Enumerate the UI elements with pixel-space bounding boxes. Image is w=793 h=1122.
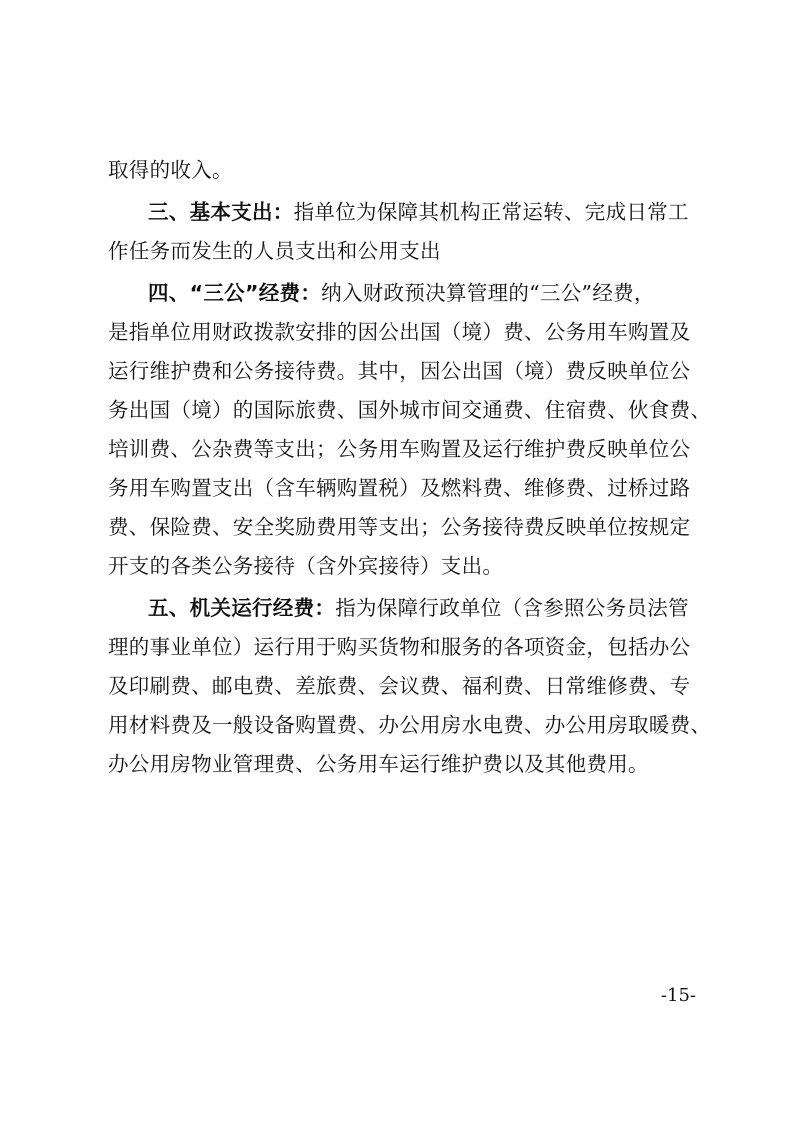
- body-text: 费、保险费、安全奖励费用等支出；公务接待费反映单位按规定: [108, 515, 691, 539]
- body-text: 务用车购置支出（含车辆购置税）及燃料费、维修费、过桥过路: [108, 476, 691, 500]
- body-text: 及印刷费、邮电费、差旅费、会议费、福利费、日常维修费、专: [108, 674, 691, 698]
- paragraph-line: [108, 437, 693, 461]
- body-text: 理的事业单位）运行用于购买货物和服务的各项资金，包括办公: [108, 635, 691, 659]
- body-text: 纳入财政预决算管理的“三公”经费，: [321, 281, 655, 305]
- body-text: 办公用房物业管理费、公务用车运行维护费以及其他费用。: [108, 752, 649, 776]
- section-heading: 三、基本支出：: [148, 200, 294, 224]
- paragraph-line: [108, 515, 693, 539]
- paragraph-operating-expenses: [148, 596, 693, 620]
- body-text: 运行维护费和公务接待费。其中，因公出国（境）费反映单位公: [108, 359, 691, 383]
- paragraph-line: [108, 635, 693, 659]
- body-text: 开支的各类公务接待（含外宾接待）支出。: [108, 554, 504, 578]
- section-heading: 五、机关运行经费：: [148, 596, 336, 620]
- paragraph-line: [108, 713, 712, 737]
- body-text: 培训费、公杂费等支出；公务用车购置及运行维护费反映单位公: [108, 437, 691, 461]
- paragraph-line: [108, 320, 693, 344]
- body-text: 是指单位用财政拨款安排的因公出国（境）费、公务用车购置及: [108, 320, 691, 344]
- body-text: 指为保障行政单位（含参照公务员法管: [335, 596, 689, 620]
- paragraph-line: [108, 554, 693, 578]
- paragraph-continuation: [108, 158, 693, 182]
- paragraph-line: [108, 476, 693, 500]
- paragraph-basic-expenditure: [148, 200, 693, 224]
- paragraph-three-public-expenses: [148, 281, 693, 305]
- paragraph-line: [108, 674, 693, 698]
- paragraph-line: [108, 359, 693, 383]
- body-text: 作任务而发生的人员支出和公用支出: [108, 239, 441, 263]
- paragraph-line: [108, 752, 693, 776]
- page-number: -15-: [660, 985, 696, 1006]
- body-text: 用材料费及一般设备购置费、办公用房水电费、办公用房取暖费、: [108, 713, 712, 737]
- body-text: 指单位为保障其机构正常运转、完成日常工: [293, 200, 689, 224]
- body-text: 取得的收入。: [108, 158, 233, 182]
- paragraph-line: [108, 239, 693, 263]
- paragraph-line: [108, 398, 712, 422]
- section-heading: 四、“三公”经费：: [148, 281, 322, 305]
- body-text: 务出国（境）的国际旅费、国外城市间交通费、住宿费、伙食费、: [108, 398, 712, 422]
